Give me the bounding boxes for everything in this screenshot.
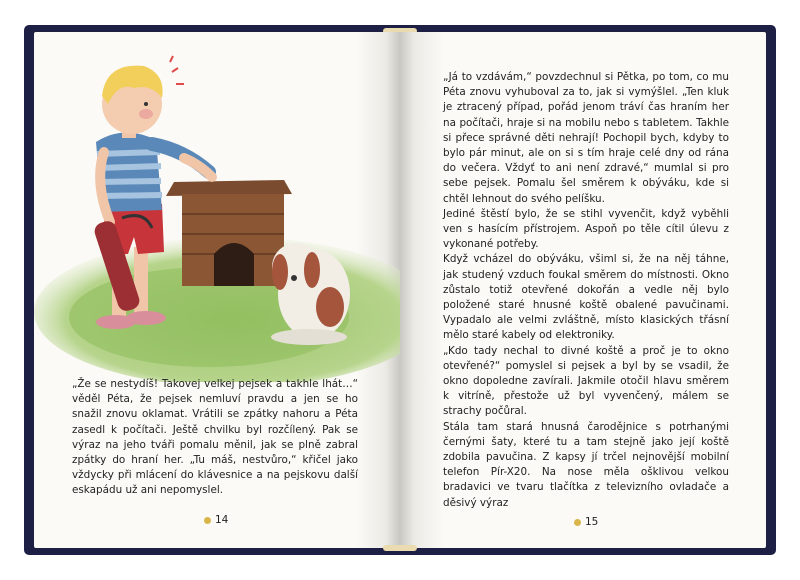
spine-bottom-band — [383, 545, 417, 551]
right-page — [400, 32, 766, 548]
right-paragraph: Když vcházel do obýváku, všiml si, že na něj táhne, jak studený vzduch foukal směrem do místnosti. Okno zůstalo totiž otevřené dokořán a vedle něj bylo položené staré hnusné koště obalené pavučinami. Vypadalo ale velmi zvláštně, místo klasických třásní mělo staré kabely od elektroniky. — [443, 253, 729, 342]
illustration-boy-and-dog — [34, 32, 400, 382]
right-paragraph: „Já to vzdávám,“ povzdechnul si Pětka, po tom, co mu Péta znovu vyhuboval za to, jak si vymýšlel. „Ten kluk je ztracený případ, pořád jenom tráví čas hraním her na počítači, hraje si na mobilu nebo s tabletem. Takhle si přece správné děti nehrají! Pochopil bych, kdyby to bylo pár minut, ale on si s tím hraje celé dny od rána do večera. Vždyť to ani není zdravé,“ mumlal si pro sebe pejsek. Pomalu šel směrem k obýváku, kde si chtěl lehnout do svého pelíšku. — [443, 71, 729, 205]
left-page-text — [72, 377, 358, 499]
right-page-text — [443, 70, 729, 511]
left-page — [34, 32, 400, 548]
right-paragraph: „Kdo tady nechal to divné koště a proč je to okno otevřené?“ pomyslel si pejsek a byl by se vsadil, že okno dopoledne zavírali. Jakmile otočil hlavu směrem k vitríně, přestože už byl vyvenčený, málem se strachy počůral. — [443, 344, 729, 418]
right-page-number-text: 15 — [585, 516, 599, 528]
page-number-dot-icon — [574, 519, 581, 526]
left-page-number — [204, 514, 228, 526]
right-paragraph: Stála tam stará hnusná čarodějnice s potrhanými černými šaty, které tu a tam stejně jako její koště zdobila pavučina. Z kapsy jí trčel nejnovější mobilní telefon Pír-X20. Na nose měla ošklivou velkou bradavici ve tvaru tlačítka z televizního ovladače a děsivý výraz — [443, 420, 729, 509]
page-number-dot-icon — [204, 517, 211, 524]
right-paragraph: Jediné štěstí bylo, že se stihl vyvenčit, když vyběhli ven s hasícím přístrojem. Aspoň po těle cítil úlevu z vykonané potřeby. — [443, 207, 729, 251]
left-page-number-text: 14 — [215, 514, 229, 526]
right-page-number — [574, 516, 598, 528]
left-paragraph: „Že se nestydíš! Takovej velkej pejsek a takhle lhát…“ věděl Péta, že pejsek nemluví pravdu a jen se ho snažil znovu oklamat. Vrátili se zpátky nahoru a Péta zasedl k počítači. Ještě chvilku byl rozčílený. Pak se výraz na jeho tváři pomalu měnil, jak se plně zabral zpátky do hraní her. „Tu máš, nestvůro,“ křičel jako vždycky při mlácení do klávesnice a na pejskovu další eskapádu už ani nepomyslel. — [72, 378, 358, 497]
